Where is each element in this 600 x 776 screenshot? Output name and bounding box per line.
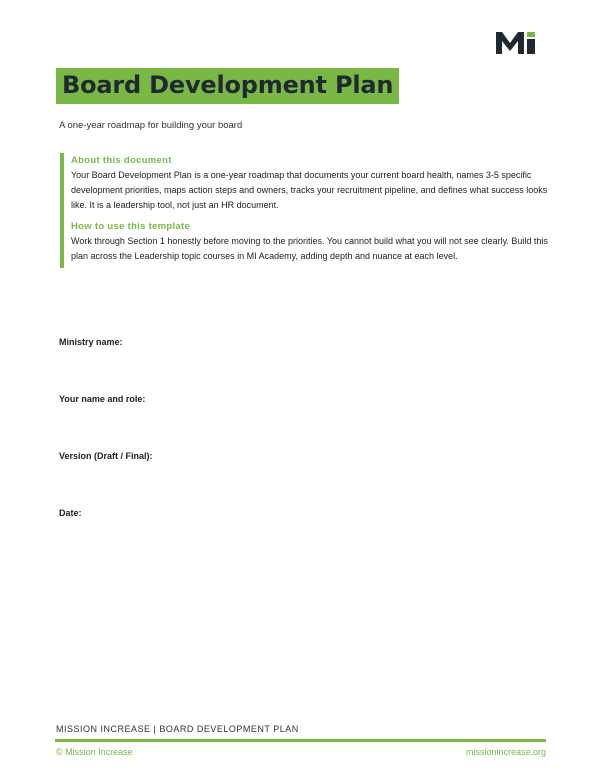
about-heading: About this document: [71, 155, 172, 166]
your-name-role-label: Your name and role:: [59, 394, 146, 404]
mission-increase-logo: [496, 32, 536, 54]
footer-running-title: MISSION INCREASE | BOARD DEVELOPMENT PLAN: [56, 724, 299, 734]
footer-copyright: © Mission Increase: [56, 747, 133, 757]
howto-text: Work through Section 1 honestly before moving to the priorities. You cannot build what you will not see clearly. Build this plan across the Leadership topic courses in MI Academy, adding depth and nuance at each level.: [71, 236, 548, 261]
ministry-name-label: Ministry name:: [59, 337, 123, 347]
page-subtitle: A one-year roadmap for building your board: [59, 120, 243, 131]
intro-callout: [60, 153, 555, 268]
footer-website-link[interactable]: missionincrease.org: [465, 747, 546, 757]
date-label: Date:: [59, 508, 82, 518]
page-title: Board Development Plan: [62, 71, 394, 99]
footer-divider: [55, 739, 546, 742]
version-label: Version (Draft / Final):: [59, 451, 153, 461]
title-banner: [56, 68, 399, 104]
about-text: Your Board Development Plan is a one-year roadmap that documents your current board health, names 3-5 specific development priorities, maps action steps and owners, tracks your recruitment pipeline, and defines what success looks like. It is a leadership tool, not just an HR document.: [71, 170, 548, 210]
howto-heading: How to use this template: [71, 221, 191, 232]
